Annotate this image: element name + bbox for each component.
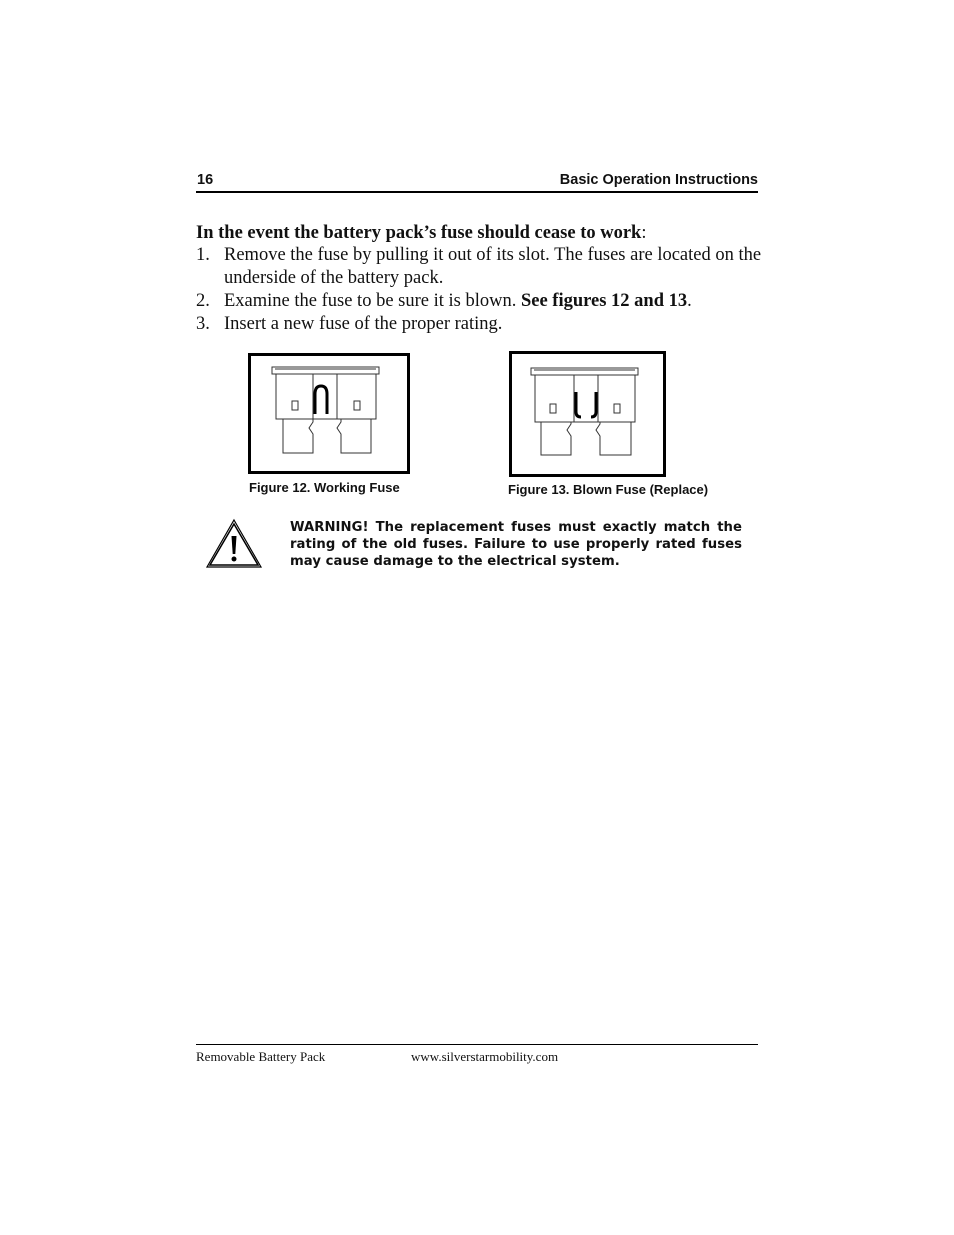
- figure-12-caption: Figure 12. Working Fuse: [249, 480, 400, 495]
- list-item: [196, 244, 766, 290]
- step-text: Remove the fuse by pulling it out of its slot. The fuses are located on the underside of the battery pack.: [224, 245, 762, 288]
- page-number: 16: [197, 172, 214, 188]
- working-fuse-illustration-icon: [251, 356, 407, 471]
- page-header: [196, 171, 758, 193]
- footer-url: www.silverstarmobility.com: [411, 1049, 559, 1064]
- warning-text: WARNING! The replacement fuses must exactly match the rating of the old fuses. Failure to use properly rated fuses may cause damage to the electrical system.: [290, 520, 742, 569]
- step-number: 3.: [196, 314, 210, 334]
- warning-triangle-icon: [205, 518, 263, 570]
- step-text: Insert a new fuse of the proper rating.: [224, 314, 503, 334]
- step-number: 2.: [196, 291, 210, 311]
- intro-heading: [196, 222, 766, 244]
- step-text: Examine the fuse to be sure it is blown.: [224, 291, 521, 311]
- footer-product: Removable Battery Pack: [196, 1049, 326, 1064]
- page-footer: [196, 1044, 758, 1069]
- intro-suffix: :: [641, 223, 647, 243]
- section-title: Basic Operation Instructions: [559, 172, 758, 188]
- figure-reference: See figures 12 and 13: [520, 291, 688, 311]
- blown-fuse-illustration-icon: [512, 354, 663, 474]
- step-list: [196, 244, 766, 336]
- figure-working-fuse: [248, 353, 410, 474]
- step-suffix: .: [687, 291, 692, 311]
- intro-bold: In the event the battery pack’s fuse should cease to work: [196, 223, 642, 243]
- step-number: 1.: [196, 245, 210, 265]
- list-item: [196, 290, 766, 313]
- figure-13-caption: Figure 13. Blown Fuse (Replace): [508, 482, 709, 497]
- figure-blown-fuse: [509, 351, 666, 477]
- list-item: [196, 313, 766, 336]
